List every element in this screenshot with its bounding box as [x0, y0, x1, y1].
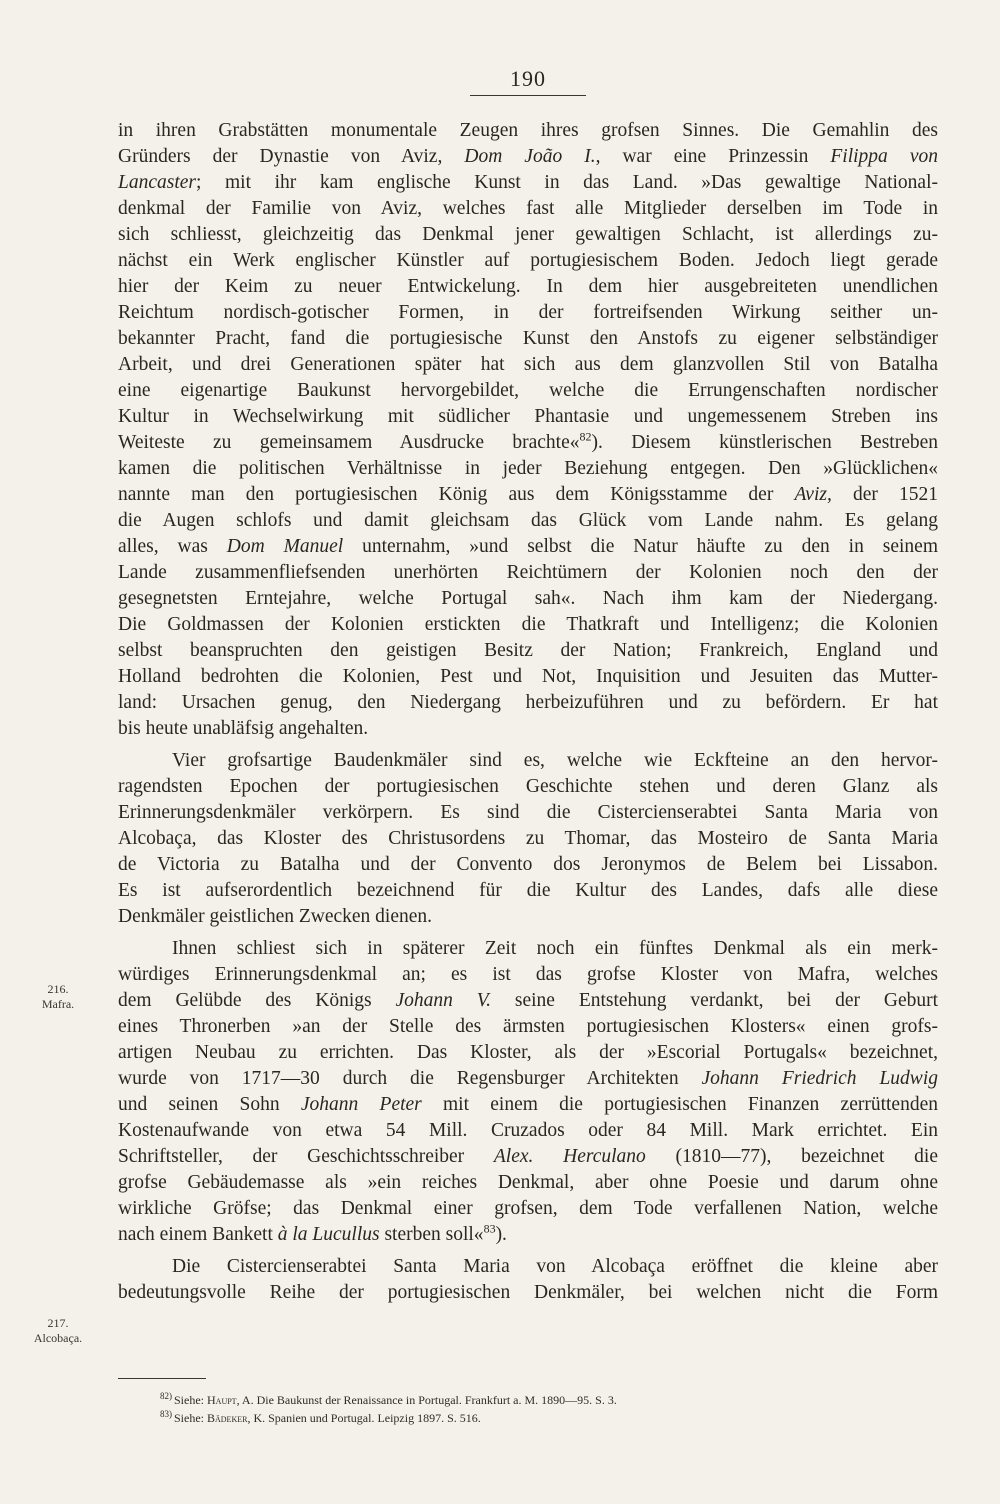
text-line: artigen Neubau zu errichten. Das Kloster, als der »Escorial Portugals« bezeichnet,: [118, 1042, 938, 1063]
margin-note-label: Alcobaça.: [33, 1331, 83, 1345]
footnote-rule: [118, 1378, 206, 1379]
margin-note-label: Mafra.: [41, 997, 75, 1011]
text-line: kamen die politischen Verhältnisse in jeder Beziehung entgegen. Den »Glücklichen«: [118, 458, 938, 479]
footnote-83: [160, 1410, 920, 1426]
text-line: [118, 170, 938, 196]
text-run: unternahm, »und selbst die Natur häufte zu den in seinem: [343, 536, 938, 557]
footnote-author: Haupt: [207, 1393, 237, 1407]
text-line: land: Ursachen genug, den Niedergang herbeizuführen und zu befördern. Er hat: [118, 692, 938, 713]
text-run: nannte man den portugiesischen König aus dem Königsstamme der: [118, 484, 795, 505]
footnote-mark: 83): [160, 1409, 172, 1419]
text-line: Ihnen schliest sich in späterer Zeit noch ein fünftes Denkmal als ein merk-: [172, 938, 938, 959]
footnote-prefix: Siehe:: [174, 1411, 207, 1425]
text-line: sich schliesst, gleichzeitig das Denkmal jener gewaltigen Schlacht, ist allerdings zu-: [118, 224, 938, 245]
text-line: Holland bedrohten die Kolonien, Pest und Not, Inquisition und Jesuiten das Mutter-: [118, 666, 938, 687]
person-name: Lancaster: [118, 172, 196, 193]
text-line: [118, 1222, 938, 1248]
text-line: bis heute unabläfsig angehalten.: [118, 718, 369, 739]
text-line: [118, 482, 938, 508]
text-line: [118, 430, 938, 456]
text-run: ).: [495, 1224, 507, 1245]
text-run: sterben soll«: [379, 1224, 484, 1245]
person-name: Johann Friedrich Ludwig: [701, 1068, 938, 1089]
text-line: Denkmäler geistlichen Zwecken dienen.: [118, 906, 433, 927]
text-run: (1810—77), bezeichnet die: [645, 1146, 938, 1167]
person-name: Dom João I.: [464, 146, 596, 167]
footnote-text: , K. Spanien und Portugal. Leipzig 1897. S. 516.: [247, 1411, 481, 1425]
footnote-ref: 83: [483, 1221, 496, 1236]
text-run: , war eine Prinzessin: [595, 146, 831, 167]
text-line: selbst beanspruchten den geistigen Besitz der Nation; Frankreich, England und: [118, 640, 938, 661]
text-line: [118, 1144, 938, 1170]
text-run: ; mit ihr kam englische Kunst in das Land. »Das gewaltige National-: [196, 172, 938, 193]
footnote-prefix: Siehe:: [174, 1393, 207, 1407]
text-line: eines Thronerben »an der Stelle des ärmsten portugiesischen Klosters« einen grofs-: [118, 1016, 938, 1037]
person-name: Alex. Herculano: [493, 1146, 646, 1167]
text-line: würdiges Erinnerungsdenkmal an; es ist das grofse Kloster von Mafra, welches: [118, 964, 938, 985]
margin-note-number: 217.: [47, 1316, 69, 1330]
text-line: ragendsten Epochen der portugiesischen Geschichte stehen und deren Glanz als: [118, 776, 938, 797]
text-line: [118, 1092, 938, 1118]
text-run: seine Entstehung verdankt, bei der Geburt: [491, 990, 939, 1011]
text-line: Lande zusammenfliefsenden unerhörten Reichtümern der Kolonien noch den der: [118, 562, 938, 583]
text-line: die Augen schlofs und damit gleichsam das Glück vom Lande nahm. Es gelang: [118, 510, 938, 531]
text-line: Vier grofsartige Baudenkmäler sind es, welche wie Eckfteine an den hervor-: [172, 750, 938, 771]
margin-note-number: 216.: [47, 982, 69, 996]
person-name: Johann V.: [395, 990, 492, 1011]
person-name: Filippa von: [830, 146, 938, 167]
text-line: [118, 988, 938, 1014]
text-run: ). Diesem künstlerischen Bestreben: [591, 432, 939, 453]
page-number-rule: [470, 95, 586, 96]
margin-note-mafra: [20, 982, 96, 1012]
text-line: Die Goldmassen der Kolonien erstickten die Thatkraft und Intelligenz; die Kolonien: [118, 614, 938, 635]
text-line: nächst ein Werk englischer Künstler auf portugiesischem Boden. Jedoch liegt gerade: [118, 250, 938, 271]
footnote-author: Bädeker: [207, 1411, 248, 1425]
footnote-82: [160, 1392, 920, 1408]
text-line: Arbeit, und drei Generationen später hat sich aus dem glanzvollen Stil von Batalha: [118, 354, 938, 375]
text-line: bedeutungsvolle Reihe der portugiesischen Denkmäler, bei welchen nicht die Form: [118, 1282, 938, 1303]
text-line: in ihren Grabstätten monumentale Zeugen ihres grofsen Sinnes. Die Gemahlin des: [118, 120, 938, 141]
text-line: [118, 1066, 938, 1092]
text-line: Erinnerungsdenkmäler verkörpern. Es sind die Cistercienserabtei Santa Maria von: [118, 802, 938, 823]
phrase: à la Lucullus: [277, 1224, 380, 1245]
text-line: bekannter Pracht, fand die portugiesische Kunst den Anstofs zu eigener selbständiger: [118, 328, 938, 349]
text-line: [118, 534, 938, 560]
text-run: mit einem die portugiesischen Finanzen zerrüttenden: [421, 1094, 938, 1115]
text-line: gesegnetsten Erntejahre, welche Portugal sah«. Nach ihm kam der Niedergang.: [118, 588, 938, 609]
footnote-ref: 82: [579, 429, 592, 444]
text-run: Schriftsteller, der Geschichtsschreiber: [118, 1146, 494, 1167]
margin-note-alcobaca: [20, 1316, 96, 1346]
person-name: Johann Peter: [300, 1094, 422, 1115]
text-run: alles, was: [118, 536, 227, 557]
text-line: denkmal der Familie von Aviz, welches fast alle Mitglieder derselben im Tode in: [118, 198, 938, 219]
text-line: grofse Gebäudemasse als »ein reiches Denkmal, aber ohne Poesie und darum ohne: [118, 1172, 938, 1193]
text-line: Reichtum nordisch-gotischer Formen, in der fortreifsenden Wirkung seither un-: [118, 302, 938, 323]
text-run: nach einem Bankett: [118, 1224, 278, 1245]
text-run: dem Gelübde des Königs: [118, 990, 396, 1011]
person-name: Aviz,: [794, 484, 832, 505]
person-name: Dom Manuel: [226, 536, 344, 557]
text-line: Alcobaça, das Kloster des Christusordens zu Thomar, das Mosteiro de Santa Maria: [118, 828, 938, 849]
text-line: Die Cistercienserabtei Santa Maria von Alcobaça eröffnet die kleine aber: [172, 1256, 938, 1277]
text-run: der 1521: [831, 484, 938, 505]
footnote-text: , A. Die Baukunst der Renaissance in Portugal. Frankfurt a. M. 1890—95. S. 3.: [236, 1393, 617, 1407]
text-line: eine eigenartige Baukunst hervorgebildet, welche die Errungenschaften nordischer: [118, 380, 938, 401]
text-line: hier der Keim zu neuer Entwickelung. In dem hier ausgebreiteten unendlichen: [118, 276, 938, 297]
text-line: Es ist aufserordentlich bezeichnend für die Kultur des Landes, dafs alle diese: [118, 880, 938, 901]
text-line: Kultur in Wechselwirkung mit südlicher Phantasie und ungemessenem Streben ins: [118, 406, 938, 427]
text-line: [118, 144, 938, 170]
footnote-mark: 82): [160, 1391, 172, 1401]
text-run: wurde von 1717—30 durch die Regensburger Architekten: [118, 1068, 702, 1089]
page-number: 190: [510, 66, 546, 91]
text-line: wirkliche Gröfse; das Denkmal einer grofsen, dem Tode verfallenen Nation, welche: [118, 1198, 938, 1219]
text-line: Kostenaufwande von etwa 54 Mill. Cruzados oder 84 Mill. Mark errichtet. Ein: [118, 1120, 938, 1141]
text-run: Gründers der Dynastie von Aviz,: [118, 146, 465, 167]
text-run: Weiteste zu gemeinsamem Ausdrucke brachte«: [118, 432, 580, 453]
text-run: und seinen Sohn: [118, 1094, 301, 1115]
text-line: de Victoria zu Batalha und der Convento dos Jeronymos de Belem bei Lissabon.: [118, 854, 938, 875]
